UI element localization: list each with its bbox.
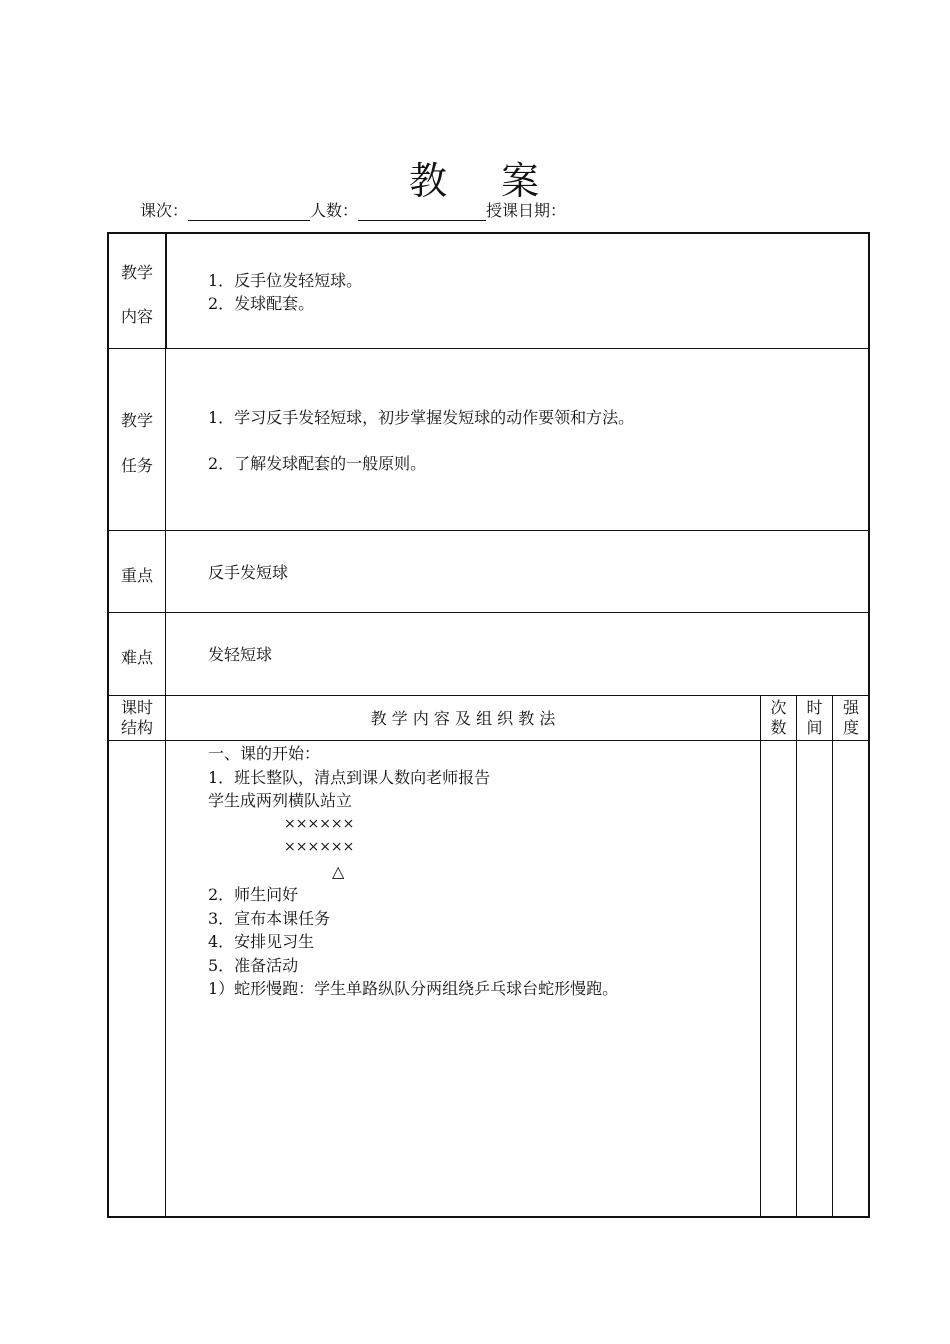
content-item-1: 1．反手位发轻短球。 — [208, 271, 363, 290]
tasks-label-2: 任务 — [120, 456, 153, 475]
header-time-1: 时 — [806, 698, 823, 717]
lesson-step-3: 3．宣布本课任务 — [208, 908, 331, 928]
header-count — [761, 698, 796, 738]
time-column-divider — [796, 695, 797, 1217]
difficulty-label: 难点 — [120, 648, 153, 667]
date-label: 授课日期： — [486, 201, 567, 220]
lesson-sub-1: 1）蛇形慢跑：学生单路纵队分两组绕乒乓球台蛇形慢跑。 — [208, 979, 619, 998]
document-title — [0, 150, 950, 205]
lesson-heading: 一、课的开始： — [208, 744, 321, 763]
content-label-2: 内容 — [120, 307, 153, 326]
header-structure — [109, 698, 165, 738]
task-item-2: 2．了解发球配套的一般原则。 — [208, 454, 427, 473]
header-count-2: 数 — [770, 718, 787, 737]
formation-row-1: ×××××× — [284, 815, 355, 832]
row-divider-content — [107, 348, 870, 349]
row-divider-difficulty — [107, 695, 870, 696]
row-divider-key — [107, 612, 870, 613]
teacher-mark: △ — [332, 861, 345, 881]
lesson-no-blank[interactable] — [188, 203, 310, 221]
task-item-1: 1．学习反手发轻短球，初步掌握发短球的动作要领和方法。 — [208, 408, 635, 427]
lesson-step-4: 4．安排见习生 — [208, 932, 315, 951]
intensity-column-divider — [832, 695, 833, 1217]
lesson-step-1: 1．班长整队，清点到课人数向老师报告 — [208, 767, 491, 787]
content-label-1: 教学 — [120, 263, 153, 282]
formation-row-2: ×××××× — [284, 839, 355, 855]
headcount-label: 人数： — [310, 201, 359, 220]
difficulty-text: 发轻短球 — [208, 645, 273, 664]
key-point-text: 反手发短球 — [208, 563, 289, 582]
header-intensity-1: 强 — [842, 698, 859, 717]
headcount-blank[interactable] — [358, 203, 486, 221]
tasks-label-1: 教学 — [120, 411, 153, 430]
lesson-no-label: 课次： — [140, 201, 189, 220]
label-column-divider — [165, 348, 166, 1217]
header-intensity — [833, 698, 869, 738]
header-intensity-2: 度 — [842, 718, 859, 737]
meta-line — [140, 198, 566, 221]
title-char-2: 案 — [501, 159, 542, 203]
header-time-2: 间 — [806, 718, 823, 737]
key-point-label: 重点 — [120, 566, 153, 585]
formation-note: 学生成两列横队站立 — [208, 791, 353, 810]
header-method: 教 学 内 容 及 组 织 教 法 — [370, 709, 556, 728]
header-structure-1: 课时 — [120, 698, 153, 717]
row-divider-header — [107, 740, 870, 741]
header-structure-2: 结构 — [120, 718, 153, 737]
label-column-divider-top — [165, 233, 167, 348]
content-item-2: 2．发球配套。 — [208, 294, 315, 313]
lesson-body — [208, 742, 618, 1001]
count-column-divider — [760, 695, 761, 1217]
lesson-step-2: 2．师生问好 — [208, 885, 299, 904]
lesson-step-5: 5．准备活动 — [208, 955, 299, 975]
row-divider-tasks — [107, 530, 870, 531]
header-count-1: 次 — [770, 698, 787, 717]
title-char-1: 教 — [408, 159, 449, 203]
header-time — [797, 698, 832, 738]
